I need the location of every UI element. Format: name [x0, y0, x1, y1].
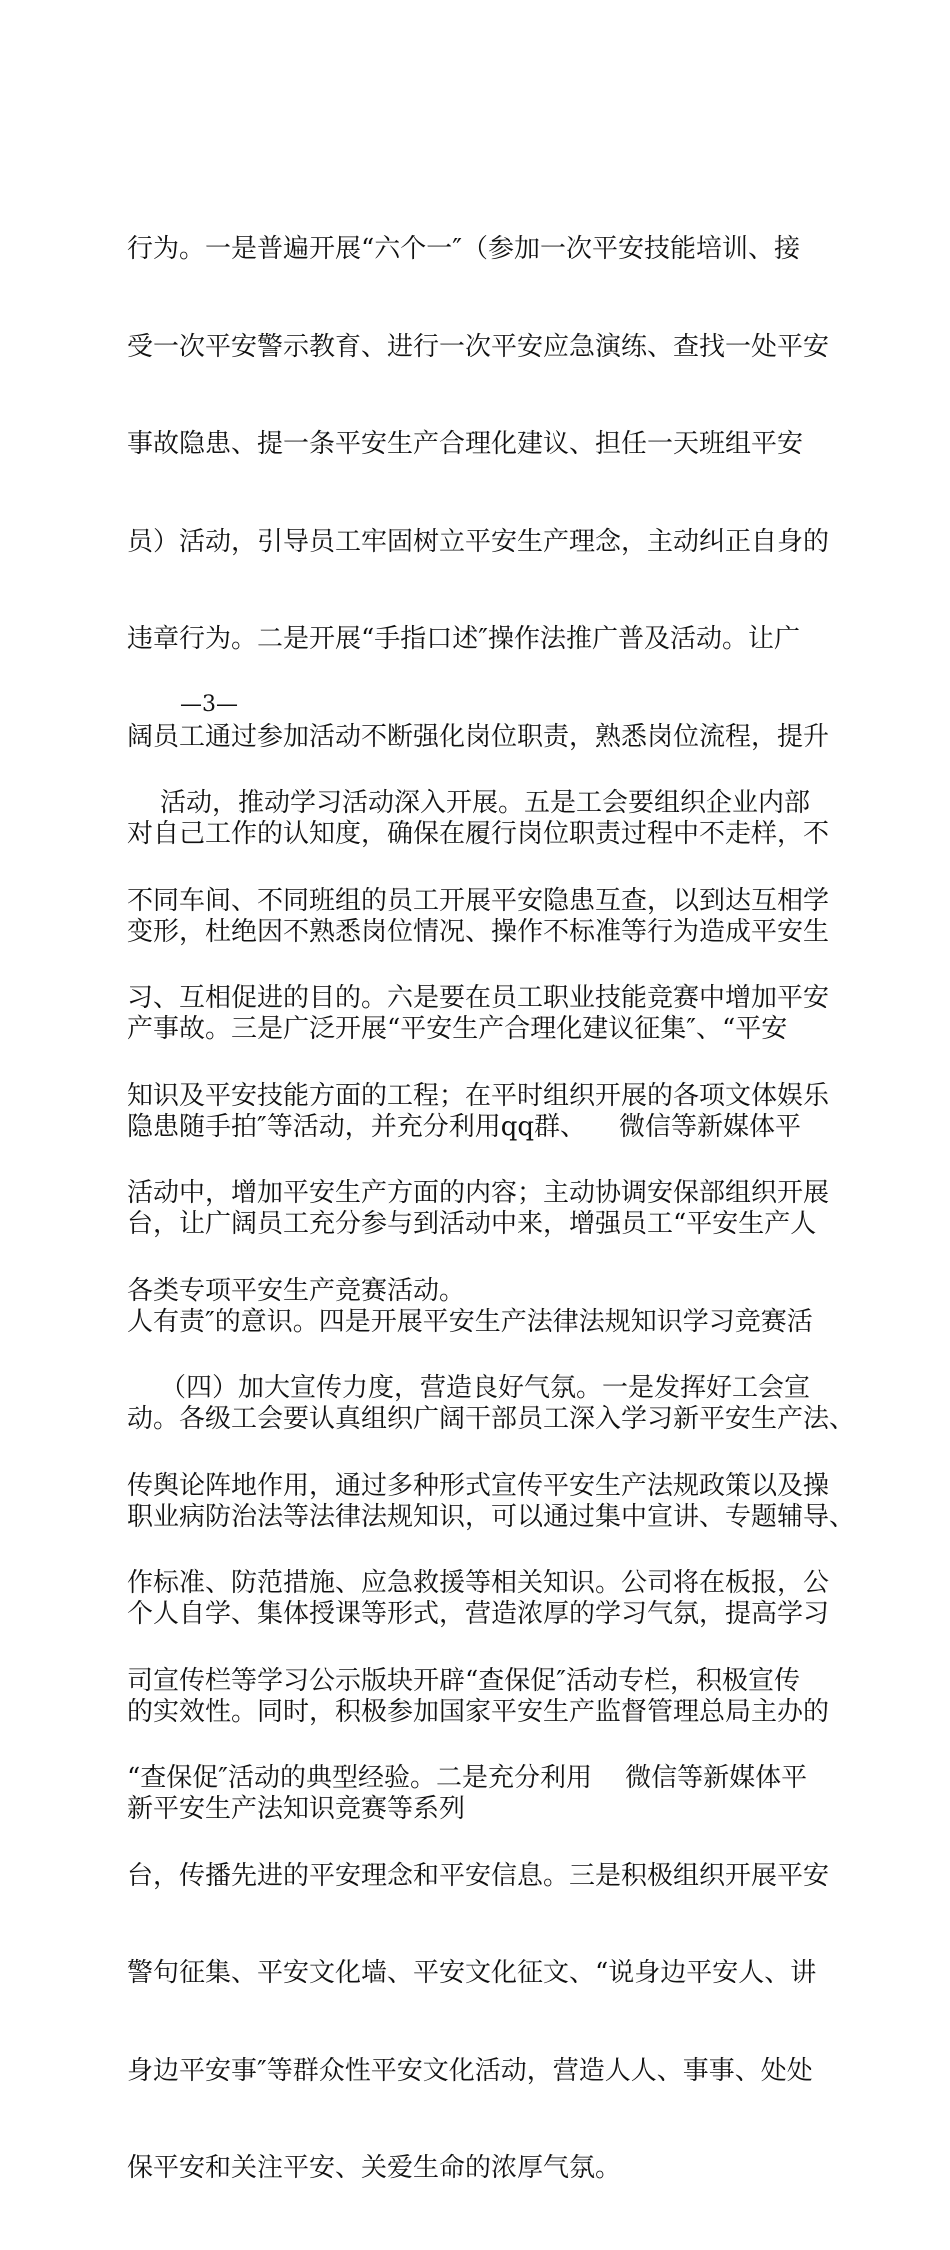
text-line: 的实效性。同时，积极参加国家平安生产监督管理总局主办的 [127, 1696, 830, 1727]
text-line: 阔员工通过参加活动不断强化岗位职责，熟悉岗位流程，提升 [127, 721, 830, 752]
text-line: 司宣传栏等学习公示版块开辟“查保促″活动专栏，积极宣传 [127, 1665, 801, 1696]
text-line: 知识及平安技能方面的工程；在平时组织开展的各项文体娱乐 [127, 1080, 830, 1111]
text-line: 台，让广阔员工充分参与到活动中来，增强员工“平安生产人 [127, 1209, 817, 1239]
text-line: 活动中，增加平安生产方面的内容；主动协调安保部组织开展 [127, 1178, 830, 1208]
text-line: 台，传播先进的平安理念和平安信息。三是积极组织开展平安 [127, 1860, 830, 1891]
paragraph-block-2 [127, 722, 856, 2250]
text-line: 事故隐患、提一条平安生产合理化建议、担任一天班组平安 [127, 429, 804, 459]
text-line: （四）加大宣传力度，营造良好气氛。一是发挥好工会宣 [127, 1373, 811, 1403]
text-line: 受一次平安警示教育、进行一次平安应急演练、查找一处平安 [127, 331, 830, 362]
text-line: 作标准、防范措施、应急救援等相关知识。公司将在板报，公 [127, 1568, 830, 1598]
text-line: 行为。一是普遍开展“六个一″（参加一次平安技能培训、接 [127, 234, 801, 264]
page-number: —3— [180, 692, 238, 717]
text-line: 人有责″的意识。四是开展平安生产法律法规知识学习竞赛活 [127, 1306, 813, 1337]
text-line: 警句征集、平安文化墙、平安文化征文、“说身边平安人、讲 [127, 1958, 817, 1988]
text-line: 职业病防治法等法律法规知识，可以通过集中宣讲、专题辅导、 [127, 1501, 856, 1532]
text-line: 对自己工作的认知度，确保在履行岗位职责过程中不走样，不 [127, 819, 830, 849]
text-line: 习、互相促进的目的。六是要在员工职业技能竞赛中增加平安 [127, 983, 830, 1013]
text-line: 身边平安事″等群众性平安文化活动，营造人人、事事、处处 [127, 2055, 813, 2086]
text-line: 新平安生产法知识竞赛等系列 [127, 1794, 466, 1824]
text-line: 活动，推动学习活动深入开展。五是工会要组织企业内部 [127, 788, 811, 818]
text-line: “查保促″活动的典型经验。二是充分利用 微信等新媒体平 [127, 1763, 808, 1793]
text-line: 变形，杜绝因不熟悉岗位情况、操作不标准等行为造成平安生 [127, 916, 830, 947]
text-line: 产事故。三是广泛开展“平安生产合理化建议征集″、“平安 [127, 1014, 788, 1044]
text-line: 违章行为。二是开展“手指口述″操作法推广普及活动。让广 [127, 624, 801, 654]
text-line: 不同车间、不同班组的员工开展平安隐患互查，以到达互相学 [127, 885, 830, 916]
text-line: 各类专项平安生产竞赛活动。 [127, 1275, 466, 1306]
text-line: 隐患随手拍″等活动，并充分利用qq群、 微信等新媒体平 [127, 1111, 802, 1142]
text-line: 员）活动，引导员工牢固树立平安生产理念，主动纠正自身的 [127, 526, 830, 557]
text-line: 传舆论阵地作用，通过多种形式宣传平安生产法规政策以及操 [127, 1470, 830, 1501]
text-line: 个人自学、集体授课等形式，营造浓厚的学习气氛，提高学习 [127, 1599, 830, 1629]
text-line: 保平安和关注平安、关爱生命的浓厚气氛。 [127, 2153, 622, 2183]
text-line: 动。各级工会要认真组织广阔干部员工深入学习新平安生产法、 [127, 1404, 856, 1434]
